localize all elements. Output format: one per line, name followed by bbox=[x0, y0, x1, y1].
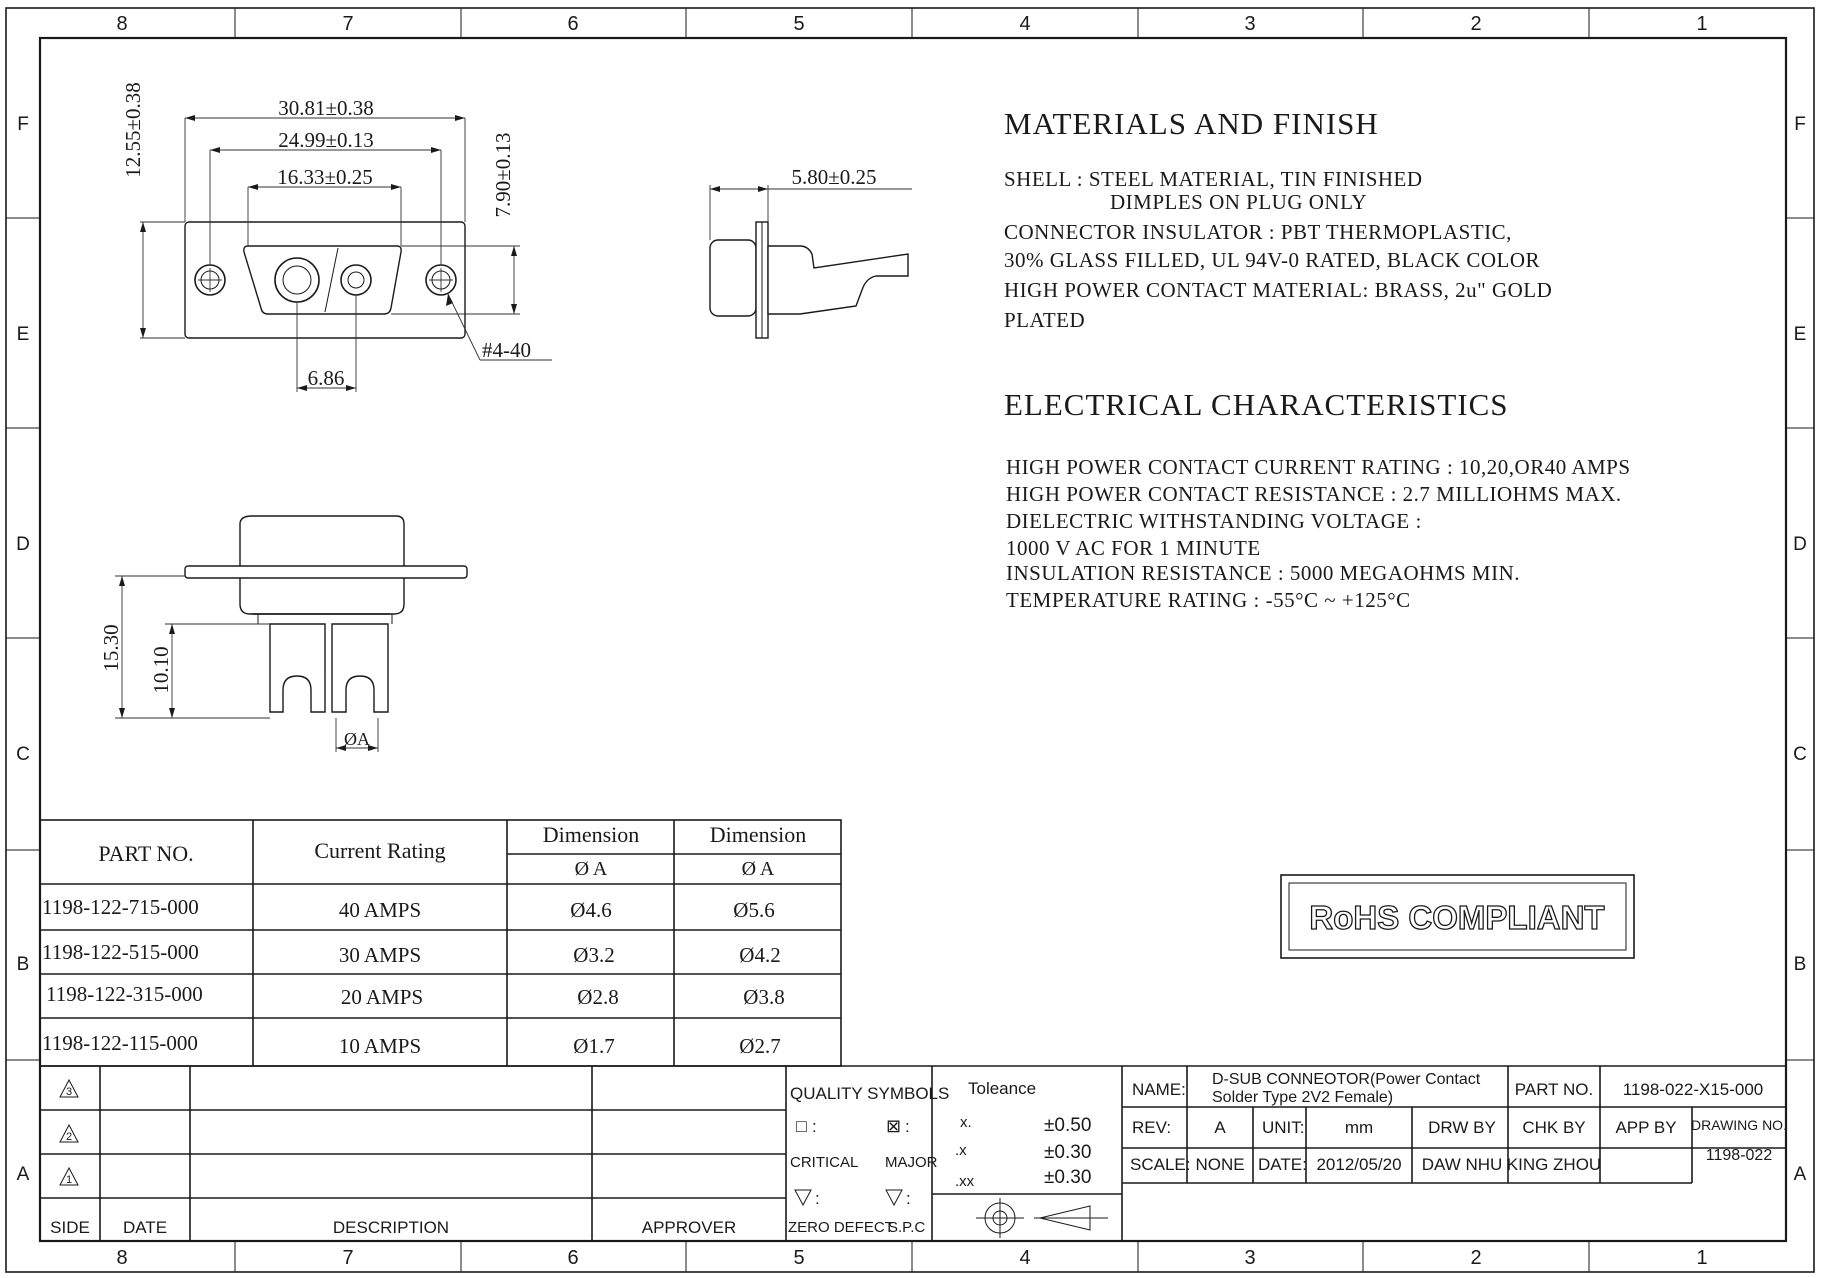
zone-col-4-bottom: 4 bbox=[1019, 1247, 1031, 1269]
rev-footer-approver: APPROVER bbox=[641, 1218, 737, 1237]
dim-overall-width: 30.81±0.38 bbox=[278, 96, 374, 120]
rohs-stamp bbox=[1281, 875, 1634, 958]
zone-col-4-top: 4 bbox=[1019, 13, 1031, 35]
zero-defect-icon bbox=[795, 1190, 811, 1205]
quality-spc: S.P.C bbox=[888, 1219, 926, 1236]
title-rev-label: REV: bbox=[1132, 1118, 1172, 1137]
dim-body-width: 16.33±0.25 bbox=[277, 165, 373, 189]
quality-zero-defect: ZERO DEFECT bbox=[788, 1219, 894, 1236]
zone-col-1-bottom: 1 bbox=[1696, 1247, 1708, 1269]
tolerance-row-label: x. bbox=[960, 1114, 972, 1131]
materials-line: HIGH POWER CONTACT MATERIAL: BRASS, 2u" GOLD bbox=[1004, 278, 1553, 302]
materials-line: 30% GLASS FILLED, UL 94V-0 RATED, BLACK COLOR bbox=[1004, 248, 1541, 272]
dim-tail-height: 10.10 bbox=[149, 646, 173, 694]
title-drawingno-label: DRAWING NO. bbox=[1691, 1117, 1787, 1133]
quality-xbox-symbol: ⊠ bbox=[886, 1116, 902, 1136]
quality-symbols bbox=[788, 1066, 949, 1241]
quality-colon: : bbox=[905, 1117, 910, 1136]
zone-row-E-right: E bbox=[1793, 324, 1807, 345]
electrical-line: TEMPERATURE RATING : -55°C ~ +125°C bbox=[1006, 588, 1411, 612]
zone-col-2-top: 2 bbox=[1470, 13, 1482, 35]
table-cell-current: 10 AMPS bbox=[338, 1034, 422, 1058]
title-rev-value: A bbox=[1214, 1118, 1226, 1137]
title-drawn-by: DAW NHU bbox=[1421, 1155, 1503, 1174]
dim-contact-pitch: 6.86 bbox=[307, 366, 345, 390]
tolerance-row-label: .xx bbox=[955, 1173, 975, 1190]
title-block bbox=[1122, 1066, 1787, 1183]
table-cell-dim1: Ø4.6 bbox=[570, 898, 612, 922]
electrical-line: HIGH POWER CONTACT RESISTANCE : 2.7 MILLIOHMS MAX. bbox=[1006, 482, 1622, 506]
title-chk-label: CHK BY bbox=[1522, 1118, 1586, 1137]
title-partno-value: 1198-022-X15-000 bbox=[1622, 1080, 1764, 1099]
zone-col-5-top: 5 bbox=[793, 13, 805, 35]
tolerance-block bbox=[932, 1066, 1122, 1241]
zone-row-E-left: E bbox=[16, 324, 30, 345]
front-view bbox=[121, 82, 552, 392]
zone-col-6-top: 6 bbox=[567, 13, 579, 35]
dim-bottom-overall: 15.30 bbox=[99, 624, 123, 672]
table-cell-dim1: Ø3.2 bbox=[573, 943, 615, 967]
table-cell-dim1: Ø2.8 bbox=[577, 985, 619, 1009]
part-table bbox=[40, 820, 841, 1066]
quality-colon: : bbox=[906, 1189, 911, 1208]
title-date-label: DATE: bbox=[1258, 1155, 1307, 1174]
zone-row-C-right: C bbox=[1793, 744, 1807, 765]
title-unit-label: UNIT: bbox=[1262, 1118, 1305, 1137]
table-cell-partno: 1198-122-715-000 bbox=[42, 895, 199, 919]
zone-row-F-left: F bbox=[17, 114, 29, 135]
zone-row-F-right: F bbox=[1794, 114, 1806, 135]
dim-hole-spacing: 24.99±0.13 bbox=[278, 128, 374, 152]
title-app-label: APP BY bbox=[1615, 1118, 1677, 1137]
table-header-partno: PART NO. bbox=[98, 841, 194, 866]
rev-footer-description: DESCRIPTION bbox=[332, 1218, 450, 1237]
dim-thread: #4-40 bbox=[482, 338, 531, 362]
table-cell-current: 30 AMPS bbox=[338, 943, 422, 967]
table-header-dim1: Dimension bbox=[542, 822, 640, 847]
tolerance-title: Toleance bbox=[968, 1079, 1037, 1098]
zone-col-5-bottom: 5 bbox=[793, 1247, 805, 1269]
rev-marker-2: 2 bbox=[65, 1131, 73, 1143]
quality-title: QUALITY SYMBOLS bbox=[790, 1084, 950, 1103]
electrical-line: DIELECTRIC WITHSTANDING VOLTAGE : bbox=[1006, 509, 1422, 533]
materials-heading: MATERIALS AND FINISH bbox=[1004, 106, 1379, 141]
materials-line: SHELL : STEEL MATERIAL, TIN FINISHED bbox=[1004, 167, 1423, 191]
title-partno-label: PART NO. bbox=[1514, 1080, 1594, 1099]
tolerance-row-value: ±0.30 bbox=[1044, 1142, 1092, 1163]
table-cell-dim2: Ø3.8 bbox=[743, 985, 785, 1009]
quality-major: MAJOR bbox=[885, 1154, 938, 1171]
rev-marker-3: 3 bbox=[65, 1086, 73, 1098]
zone-col-1-top: 1 bbox=[1696, 13, 1708, 35]
zone-col-6-bottom: 6 bbox=[567, 1247, 579, 1269]
zone-row-A-left: A bbox=[16, 1164, 30, 1185]
zone-col-8-bottom: 8 bbox=[116, 1247, 128, 1269]
materials-line: DIMPLES ON PLUG ONLY bbox=[1110, 190, 1367, 214]
table-cell-dim2: Ø2.7 bbox=[739, 1034, 781, 1058]
zone-row-D-right: D bbox=[1793, 534, 1807, 555]
title-drw-label: DRW BY bbox=[1428, 1118, 1496, 1137]
electrical-line: HIGH POWER CONTACT CURRENT RATING : 10,20,OR40 AMPS bbox=[1006, 455, 1631, 479]
title-checked-by: KING ZHOU bbox=[1506, 1155, 1602, 1174]
notes bbox=[1004, 106, 1631, 612]
dim-body-height: 7.90±0.13 bbox=[491, 132, 515, 218]
title-date-value: 2012/05/20 bbox=[1316, 1155, 1402, 1174]
rev-footer-date: DATE bbox=[122, 1218, 168, 1237]
electrical-line: INSULATION RESISTANCE : 5000 MEGAOHMS MIN. bbox=[1006, 561, 1520, 585]
zone-col-3-bottom: 3 bbox=[1244, 1247, 1256, 1269]
rev-footer-side: SIDE bbox=[50, 1218, 90, 1237]
zone-row-C-left: C bbox=[16, 744, 30, 765]
zone-row-B-left: B bbox=[16, 954, 30, 975]
table-header-current: Current Rating bbox=[314, 838, 446, 863]
title-name-label: NAME: bbox=[1132, 1080, 1186, 1099]
quality-colon: : bbox=[812, 1117, 817, 1136]
title-name-line1: D-SUB CONNEOTOR(Power Contact bbox=[1212, 1071, 1481, 1088]
zone-row-B-right: B bbox=[1793, 954, 1807, 975]
electrical-line: 1000 V AC FOR 1 MINUTE bbox=[1006, 536, 1261, 560]
dim-overall-height: 12.55±0.38 bbox=[121, 82, 145, 178]
table-cell-partno: 1198-122-115-000 bbox=[42, 1031, 198, 1055]
zone-col-7-bottom: 7 bbox=[342, 1247, 354, 1269]
electrical-heading: ELECTRICAL CHARACTERISTICS bbox=[1004, 387, 1509, 422]
table-cell-partno: 1198-122-315-000 bbox=[46, 982, 203, 1006]
zone-row-D-left: D bbox=[16, 534, 30, 555]
tolerance-row-value: ±0.50 bbox=[1044, 1115, 1092, 1136]
tolerance-row-label: .x bbox=[955, 1142, 967, 1159]
materials-line: PLATED bbox=[1004, 308, 1086, 332]
projection-symbol-icon bbox=[976, 1198, 1108, 1238]
rev-marker-1: 1 bbox=[65, 1174, 73, 1186]
quality-critical: CRITICAL bbox=[790, 1154, 859, 1171]
materials-line: CONNECTOR INSULATOR : PBT THERMOPLASTIC, bbox=[1004, 220, 1512, 244]
zone-row-A-right: A bbox=[1793, 1164, 1807, 1185]
tolerance-row-value: ±0.30 bbox=[1044, 1167, 1092, 1188]
quality-colon: : bbox=[815, 1189, 820, 1208]
title-scale-label: SCALE: bbox=[1130, 1155, 1191, 1174]
table-cell-dim1: Ø1.7 bbox=[573, 1034, 615, 1058]
title-name-line2: Solder Type 2V2 Female) bbox=[1212, 1089, 1394, 1106]
table-header-dim2: Dimension bbox=[709, 822, 807, 847]
table-cell-current: 20 AMPS bbox=[340, 985, 424, 1009]
table-cell-dim2: Ø4.2 bbox=[739, 943, 781, 967]
table-cell-current: 40 AMPS bbox=[338, 898, 422, 922]
table-subheader-dim1: Ø A bbox=[574, 858, 608, 880]
table-cell-partno: 1198-122-515-000 bbox=[42, 940, 199, 964]
title-unit-value: mm bbox=[1344, 1118, 1374, 1137]
zone-col-7-top: 7 bbox=[342, 13, 354, 35]
rohs-text: RoHS COMPLIANT bbox=[1309, 899, 1605, 936]
title-drawingno-value: 1198-022 bbox=[1705, 1147, 1773, 1164]
side-view bbox=[710, 165, 912, 338]
dim-depth: 5.80±0.25 bbox=[791, 165, 877, 189]
table-cell-dim2: Ø5.6 bbox=[733, 898, 775, 922]
bottom-view bbox=[99, 516, 467, 752]
zone-col-8-top: 8 bbox=[116, 13, 128, 35]
spc-icon bbox=[886, 1190, 902, 1205]
zone-col-2-bottom: 2 bbox=[1470, 1247, 1482, 1269]
zone-col-3-top: 3 bbox=[1244, 13, 1256, 35]
title-scale-value: NONE bbox=[1195, 1155, 1245, 1174]
quality-box-symbol: □ bbox=[796, 1116, 807, 1136]
table-subheader-dim2: Ø A bbox=[741, 858, 775, 880]
dim-tail-diameter: ØA bbox=[344, 729, 370, 749]
